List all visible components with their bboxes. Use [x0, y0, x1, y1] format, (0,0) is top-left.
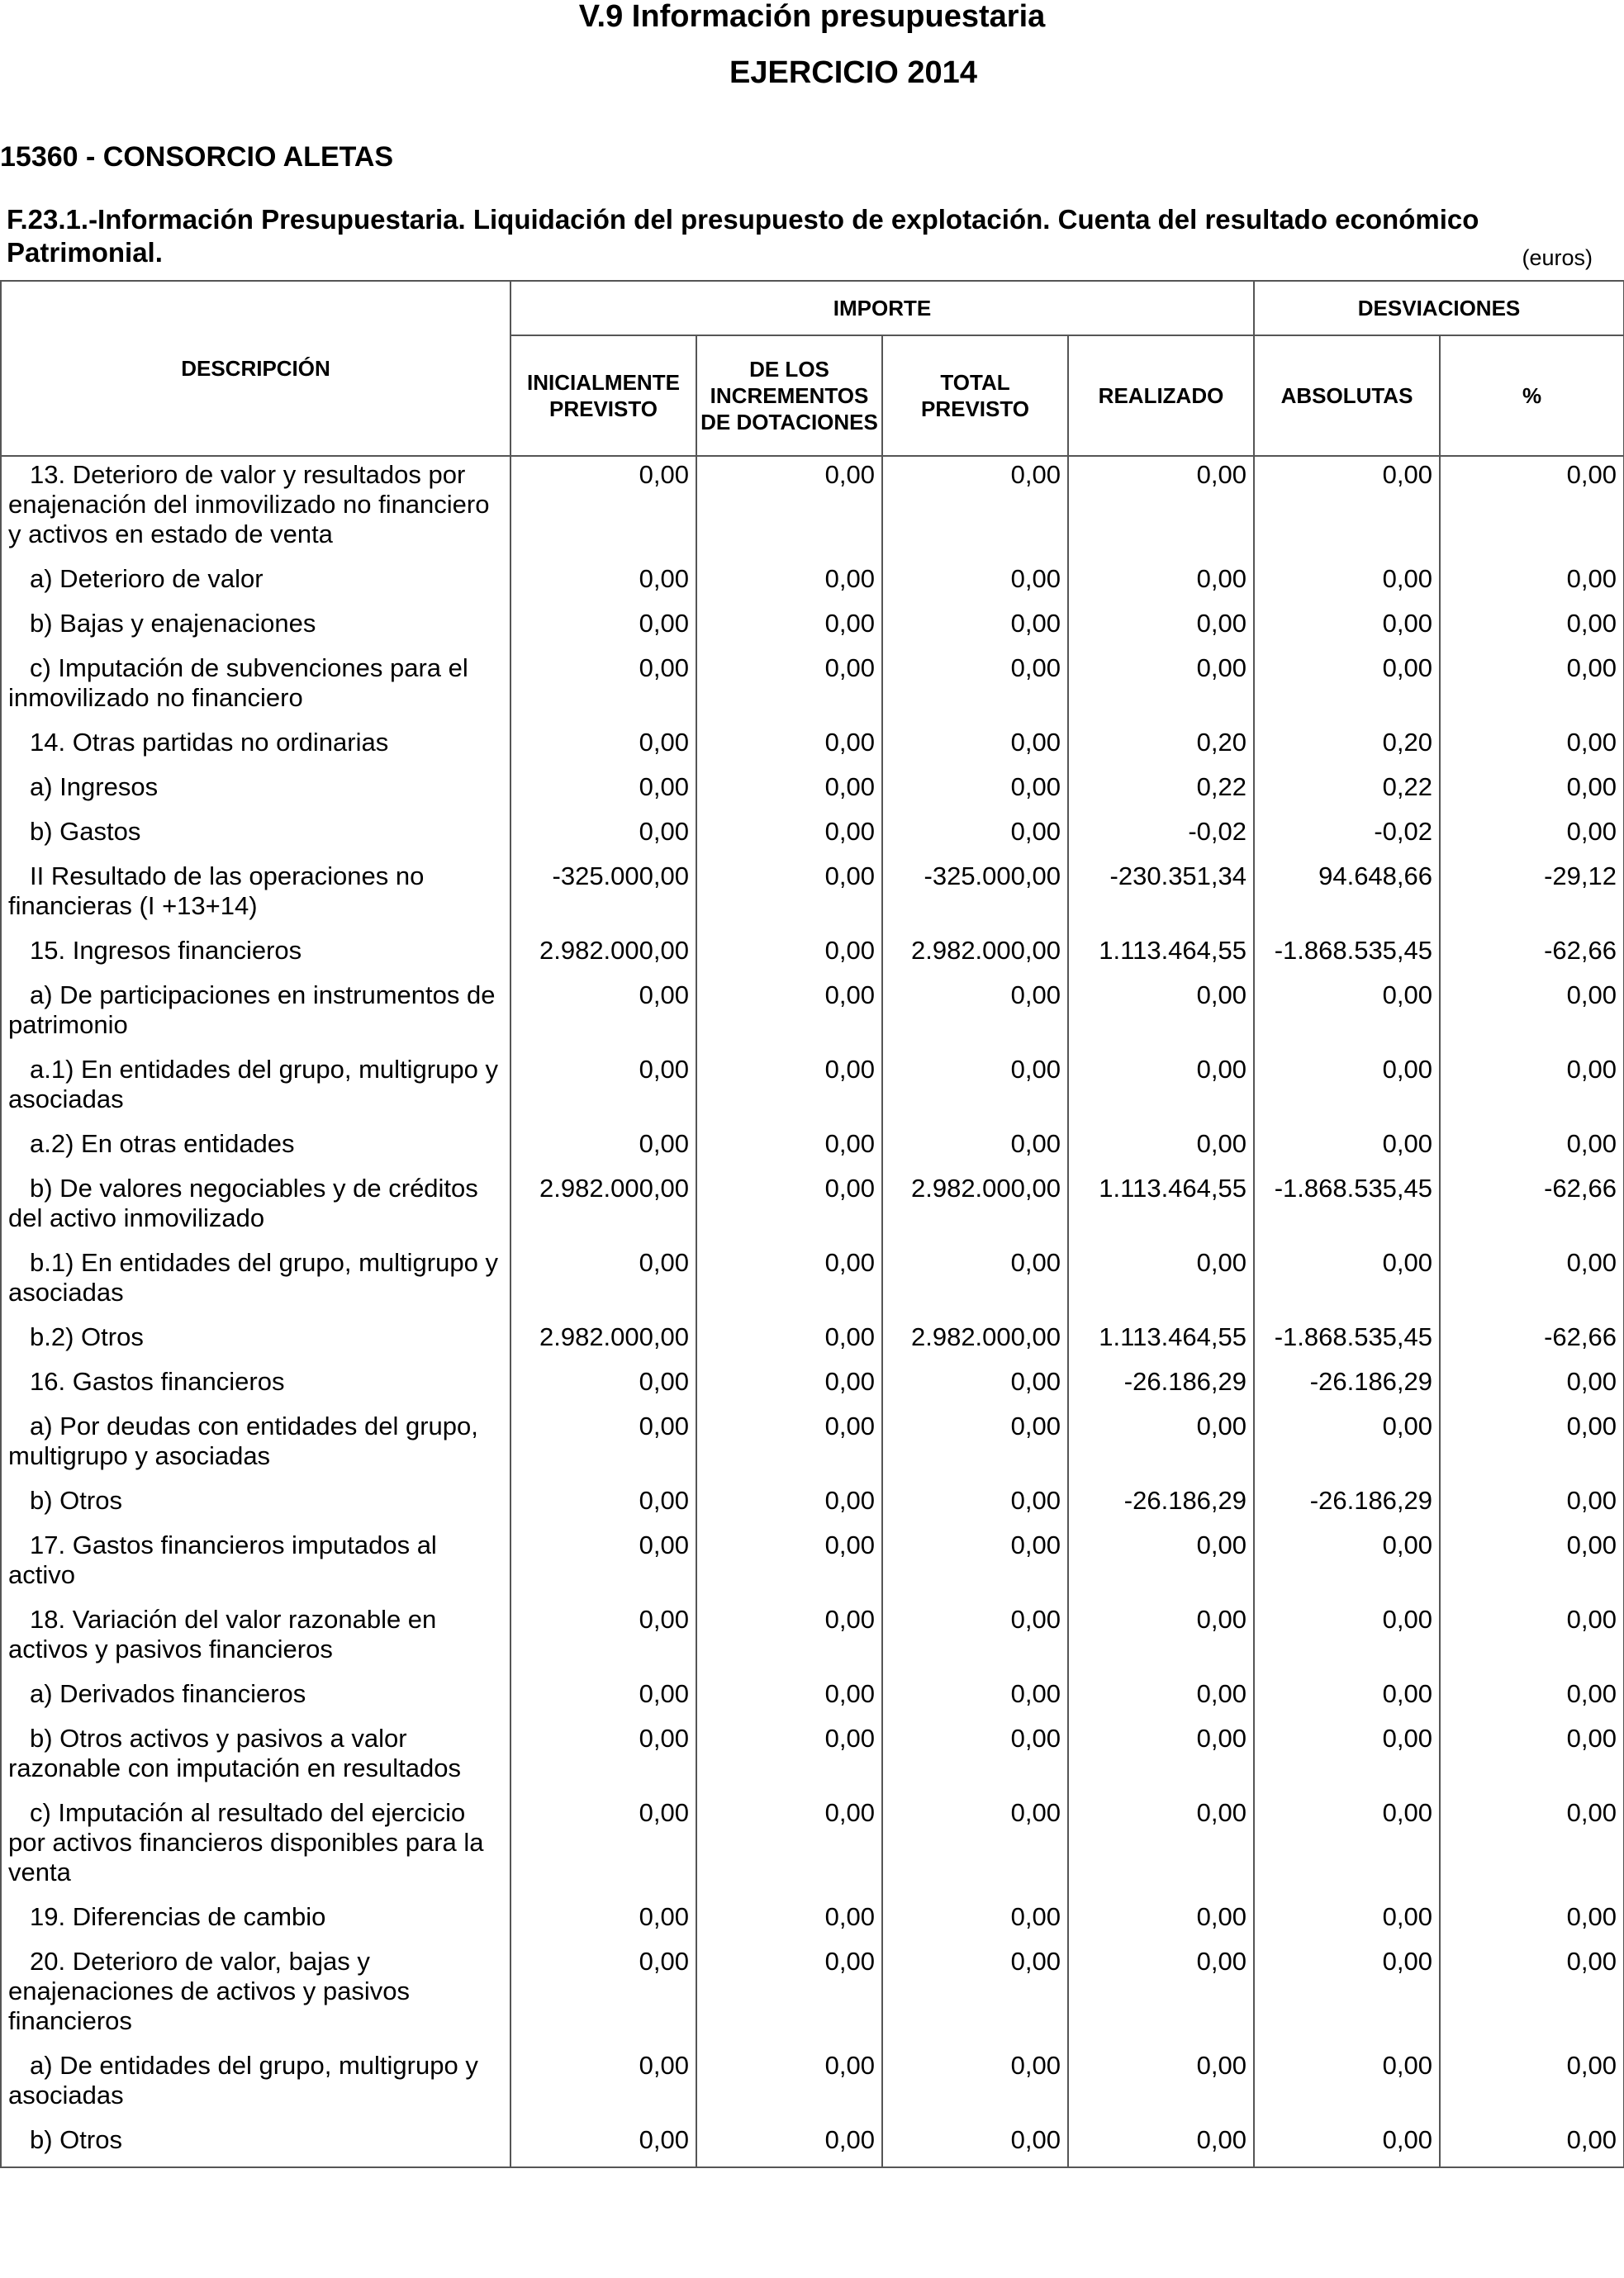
cell-percent: 0,00 [1440, 1676, 1624, 1720]
cell-inicialmente-previsto: 0,00 [510, 769, 696, 814]
cell-absolutas: 0,00 [1254, 1051, 1440, 1126]
cell-percent: 0,00 [1440, 1051, 1624, 1126]
cell-incrementos-dotaciones: 0,00 [696, 1720, 882, 1795]
cell-incrementos-dotaciones: 0,00 [696, 1602, 882, 1676]
table-row [1, 1408, 1624, 1483]
cell-inicialmente-previsto: 0,00 [510, 605, 696, 650]
cell-inicialmente-previsto: 0,00 [510, 1051, 696, 1126]
cell-absolutas: 0,00 [1254, 1408, 1440, 1483]
table-row [1, 2122, 1624, 2167]
cell-absolutas: 0,00 [1254, 1899, 1440, 1943]
cell-inicialmente-previsto: 0,00 [510, 1364, 696, 1408]
cell-incrementos-dotaciones: 0,00 [696, 769, 882, 814]
cell-total-previsto: 0,00 [882, 1126, 1068, 1170]
cell-inicialmente-previsto: 2.982.000,00 [510, 1170, 696, 1245]
table-row [1, 769, 1624, 814]
cell-realizado: 0,00 [1068, 456, 1254, 561]
header-incrementos-dotaciones: DE LOS INCREMENTOS DE DOTACIONES [696, 335, 882, 456]
row-description: 13. Deterioro de valor y resultados por enajenación del inmovilizado no financiero y activos en estado de venta [1, 456, 510, 561]
cell-percent: 0,00 [1440, 1899, 1624, 1943]
cell-total-previsto: 0,00 [882, 977, 1068, 1051]
table-row [1, 1483, 1624, 1527]
cell-realizado: 0,22 [1068, 769, 1254, 814]
header-realizado: REALIZADO [1068, 335, 1254, 456]
cell-realizado: -230.351,34 [1068, 858, 1254, 933]
table-row [1, 1319, 1624, 1364]
cell-absolutas: -26.186,29 [1254, 1364, 1440, 1408]
header-inicialmente-previsto: INICIALMENTE PREVISTO [510, 335, 696, 456]
cell-total-previsto: 2.982.000,00 [882, 1170, 1068, 1245]
cell-total-previsto: 0,00 [882, 1795, 1068, 1899]
cell-realizado: 0,00 [1068, 1676, 1254, 1720]
cell-inicialmente-previsto: 0,00 [510, 1795, 696, 1899]
row-description: a) Deterioro de valor [1, 561, 510, 605]
cell-inicialmente-previsto: 0,00 [510, 456, 696, 561]
row-description: a) Por deudas con entidades del grupo, multigrupo y asociadas [1, 1408, 510, 1483]
cell-realizado: 0,00 [1068, 1408, 1254, 1483]
cell-percent: 0,00 [1440, 977, 1624, 1051]
cell-incrementos-dotaciones: 0,00 [696, 1364, 882, 1408]
cell-total-previsto: 0,00 [882, 814, 1068, 858]
table-row [1, 933, 1624, 977]
cell-absolutas: -26.186,29 [1254, 1483, 1440, 1527]
cell-realizado: 0,00 [1068, 1943, 1254, 2048]
row-description: b) Gastos [1, 814, 510, 858]
cell-realizado: 0,00 [1068, 605, 1254, 650]
cell-inicialmente-previsto: 0,00 [510, 650, 696, 724]
cell-total-previsto: 0,00 [882, 1720, 1068, 1795]
table-row [1, 456, 1624, 561]
cell-percent: 0,00 [1440, 1408, 1624, 1483]
cell-total-previsto: 0,00 [882, 1899, 1068, 1943]
table-row [1, 2048, 1624, 2122]
cell-realizado: 0,00 [1068, 1720, 1254, 1795]
row-description: b) Otros activos y pasivos a valor razonable con imputación en resultados [1, 1720, 510, 1795]
header-description: DESCRIPCIÓN [1, 281, 510, 456]
cell-inicialmente-previsto: 0,00 [510, 724, 696, 769]
row-description: 19. Diferencias de cambio [1, 1899, 510, 1943]
table-row [1, 561, 1624, 605]
table-row [1, 1170, 1624, 1245]
table-body [1, 456, 1624, 2167]
cell-absolutas: 0,00 [1254, 977, 1440, 1051]
cell-percent: 0,00 [1440, 456, 1624, 561]
row-description: II Resultado de las operaciones no financieras (I +13+14) [1, 858, 510, 933]
cell-percent: 0,00 [1440, 561, 1624, 605]
cell-percent: 0,00 [1440, 1245, 1624, 1319]
header-desviaciones: DESVIACIONES [1254, 281, 1624, 335]
cell-absolutas: -0,02 [1254, 814, 1440, 858]
row-description: a) Derivados financieros [1, 1676, 510, 1720]
cell-total-previsto: 0,00 [882, 561, 1068, 605]
cell-total-previsto: 0,00 [882, 605, 1068, 650]
cell-absolutas: 0,00 [1254, 650, 1440, 724]
row-description: b) Otros [1, 1483, 510, 1527]
cell-incrementos-dotaciones: 0,00 [696, 1245, 882, 1319]
cell-percent: 0,00 [1440, 1527, 1624, 1602]
cell-incrementos-dotaciones: 0,00 [696, 456, 882, 561]
row-description: a) De participaciones en instrumentos de patrimonio [1, 977, 510, 1051]
cell-absolutas: -1.868.535,45 [1254, 1319, 1440, 1364]
cell-realizado: 0,00 [1068, 2048, 1254, 2122]
cell-realizado: -26.186,29 [1068, 1364, 1254, 1408]
cell-absolutas: 0,00 [1254, 1602, 1440, 1676]
cell-percent: 0,00 [1440, 1720, 1624, 1795]
row-description: b) Bajas y enajenaciones [1, 605, 510, 650]
cell-incrementos-dotaciones: 0,00 [696, 814, 882, 858]
cell-realizado: 0,00 [1068, 2122, 1254, 2167]
cell-inicialmente-previsto: 0,00 [510, 1408, 696, 1483]
cell-total-previsto: 0,00 [882, 1051, 1068, 1126]
cell-total-previsto: 0,00 [882, 1483, 1068, 1527]
row-description: a) Ingresos [1, 769, 510, 814]
cell-absolutas: 0,00 [1254, 1676, 1440, 1720]
cell-percent: 0,00 [1440, 1364, 1624, 1408]
cell-incrementos-dotaciones: 0,00 [696, 1899, 882, 1943]
cell-incrementos-dotaciones: 0,00 [696, 933, 882, 977]
cell-incrementos-dotaciones: 0,00 [696, 1943, 882, 2048]
cell-inicialmente-previsto: 0,00 [510, 2122, 696, 2167]
cell-inicialmente-previsto: 0,00 [510, 977, 696, 1051]
cell-incrementos-dotaciones: 0,00 [696, 1126, 882, 1170]
cell-incrementos-dotaciones: 0,00 [696, 605, 882, 650]
cell-total-previsto: 0,00 [882, 724, 1068, 769]
cell-total-previsto: 0,00 [882, 1602, 1068, 1676]
table-row [1, 724, 1624, 769]
cell-percent: 0,00 [1440, 2048, 1624, 2122]
cell-incrementos-dotaciones: 0,00 [696, 858, 882, 933]
table-row [1, 1943, 1624, 2048]
table-row [1, 1051, 1624, 1126]
row-description: a.2) En otras entidades [1, 1126, 510, 1170]
cell-total-previsto: 0,00 [882, 1364, 1068, 1408]
row-description: a.1) En entidades del grupo, multigrupo y asociadas [1, 1051, 510, 1126]
cell-absolutas: 0,00 [1254, 2122, 1440, 2167]
cell-percent: 0,00 [1440, 769, 1624, 814]
budget-table [0, 280, 1624, 2168]
table-row [1, 1126, 1624, 1170]
cell-absolutas: 0,00 [1254, 605, 1440, 650]
cell-total-previsto: 0,00 [882, 1943, 1068, 2048]
cell-realizado: 0,00 [1068, 1795, 1254, 1899]
row-description: 18. Variación del valor razonable en activos y pasivos financieros [1, 1602, 510, 1676]
cell-incrementos-dotaciones: 0,00 [696, 1319, 882, 1364]
cell-percent: -29,12 [1440, 858, 1624, 933]
cell-total-previsto: 0,00 [882, 1245, 1068, 1319]
cell-incrementos-dotaciones: 0,00 [696, 724, 882, 769]
header-total-previsto: TOTAL PREVISTO [882, 335, 1068, 456]
cell-realizado: 0,00 [1068, 650, 1254, 724]
row-description: b) Otros [1, 2122, 510, 2167]
section-title: F.23.1.-Información Presupuestaria. Liquidación del presupuesto de explotación. Cuenta del resultado económico Patrimonial. [7, 204, 1479, 268]
cell-percent: 0,00 [1440, 1943, 1624, 2048]
header-absolutas: ABSOLUTAS [1254, 335, 1440, 456]
cell-percent: 0,00 [1440, 1795, 1624, 1899]
cell-realizado: 0,00 [1068, 1527, 1254, 1602]
row-description: 15. Ingresos financieros [1, 933, 510, 977]
row-description: b.2) Otros [1, 1319, 510, 1364]
table-row [1, 1795, 1624, 1899]
cell-percent: 0,00 [1440, 2122, 1624, 2167]
header-importe: IMPORTE [510, 281, 1254, 335]
table-row [1, 977, 1624, 1051]
cell-realizado: 0,00 [1068, 1051, 1254, 1126]
cell-absolutas: 0,00 [1254, 561, 1440, 605]
row-description: c) Imputación de subvenciones para el inmovilizado no financiero [1, 650, 510, 724]
cell-percent: -62,66 [1440, 933, 1624, 977]
cell-inicialmente-previsto: 0,00 [510, 814, 696, 858]
cell-absolutas: 0,00 [1254, 2048, 1440, 2122]
units-label: (euros) [1522, 245, 1593, 270]
table-row [1, 605, 1624, 650]
cell-realizado: 1.113.464,55 [1068, 1319, 1254, 1364]
table-row [1, 1527, 1624, 1602]
cell-inicialmente-previsto: 0,00 [510, 1527, 696, 1602]
cell-realizado: 0,00 [1068, 1899, 1254, 1943]
cell-incrementos-dotaciones: 0,00 [696, 1051, 882, 1126]
cell-inicialmente-previsto: -325.000,00 [510, 858, 696, 933]
cell-inicialmente-previsto: 0,00 [510, 1720, 696, 1795]
cell-percent: 0,00 [1440, 1126, 1624, 1170]
cell-total-previsto: 2.982.000,00 [882, 1319, 1068, 1364]
cell-percent: 0,00 [1440, 650, 1624, 724]
cell-absolutas: 0,00 [1254, 1943, 1440, 2048]
cell-absolutas: 0,00 [1254, 1720, 1440, 1795]
cell-total-previsto: 0,00 [882, 1676, 1068, 1720]
cell-inicialmente-previsto: 2.982.000,00 [510, 933, 696, 977]
cell-percent: 0,00 [1440, 1602, 1624, 1676]
cell-absolutas: 0,22 [1254, 769, 1440, 814]
table-row [1, 650, 1624, 724]
row-description: b) De valores negociables y de créditos del activo inmovilizado [1, 1170, 510, 1245]
cell-percent: 0,00 [1440, 605, 1624, 650]
cell-realizado: 0,00 [1068, 977, 1254, 1051]
cell-absolutas: 94.648,66 [1254, 858, 1440, 933]
cell-realizado: 0,20 [1068, 724, 1254, 769]
cell-realizado: 0,00 [1068, 1245, 1254, 1319]
cell-realizado: 1.113.464,55 [1068, 933, 1254, 977]
cell-total-previsto: 0,00 [882, 456, 1068, 561]
cell-realizado: 0,00 [1068, 1602, 1254, 1676]
cell-percent: 0,00 [1440, 1483, 1624, 1527]
cell-absolutas: -1.868.535,45 [1254, 933, 1440, 977]
cell-absolutas: -1.868.535,45 [1254, 1170, 1440, 1245]
row-description: 14. Otras partidas no ordinarias [1, 724, 510, 769]
cell-total-previsto: 0,00 [882, 2122, 1068, 2167]
cell-percent: 0,00 [1440, 724, 1624, 769]
cell-incrementos-dotaciones: 0,00 [696, 650, 882, 724]
cell-incrementos-dotaciones: 0,00 [696, 1676, 882, 1720]
row-description: a) De entidades del grupo, multigrupo y asociadas [1, 2048, 510, 2122]
cell-incrementos-dotaciones: 0,00 [696, 1483, 882, 1527]
cell-absolutas: 0,00 [1254, 1795, 1440, 1899]
header-percent: % [1440, 335, 1624, 456]
cell-total-previsto: 2.982.000,00 [882, 933, 1068, 977]
cell-absolutas: 0,00 [1254, 1126, 1440, 1170]
table-row [1, 1602, 1624, 1676]
cell-absolutas: 0,00 [1254, 1245, 1440, 1319]
row-description: 20. Deterioro de valor, bajas y enajenaciones de activos y pasivos financieros [1, 1943, 510, 2048]
cell-incrementos-dotaciones: 0,00 [696, 1795, 882, 1899]
cell-inicialmente-previsto: 0,00 [510, 1245, 696, 1319]
cell-total-previsto: 0,00 [882, 650, 1068, 724]
cell-incrementos-dotaciones: 0,00 [696, 1170, 882, 1245]
table-row [1, 1676, 1624, 1720]
cell-percent: -62,66 [1440, 1170, 1624, 1245]
cell-inicialmente-previsto: 2.982.000,00 [510, 1319, 696, 1364]
cell-incrementos-dotaciones: 0,00 [696, 1527, 882, 1602]
cell-incrementos-dotaciones: 0,00 [696, 977, 882, 1051]
cell-incrementos-dotaciones: 0,00 [696, 2122, 882, 2167]
cell-percent: -62,66 [1440, 1319, 1624, 1364]
cell-incrementos-dotaciones: 0,00 [696, 1408, 882, 1483]
row-description: b.1) En entidades del grupo, multigrupo y asociadas [1, 1245, 510, 1319]
table-row [1, 814, 1624, 858]
cell-absolutas: 0,20 [1254, 724, 1440, 769]
cell-total-previsto: 0,00 [882, 2048, 1068, 2122]
table-row [1, 1364, 1624, 1408]
cell-incrementos-dotaciones: 0,00 [696, 561, 882, 605]
table-row [1, 1720, 1624, 1795]
cell-inicialmente-previsto: 0,00 [510, 1126, 696, 1170]
cell-inicialmente-previsto: 0,00 [510, 2048, 696, 2122]
cell-realizado: -0,02 [1068, 814, 1254, 858]
cell-inicialmente-previsto: 0,00 [510, 1899, 696, 1943]
cell-absolutas: 0,00 [1254, 1527, 1440, 1602]
cell-total-previsto: 0,00 [882, 769, 1068, 814]
cell-realizado: 0,00 [1068, 1126, 1254, 1170]
cell-realizado: 0,00 [1068, 561, 1254, 605]
cell-incrementos-dotaciones: 0,00 [696, 2048, 882, 2122]
cell-realizado: -26.186,29 [1068, 1483, 1254, 1527]
document-title: V.9 Información presupuestaria [578, 0, 1046, 34]
cell-total-previsto: 0,00 [882, 1408, 1068, 1483]
row-description: c) Imputación al resultado del ejercicio por activos financieros disponibles para la venta [1, 1795, 510, 1899]
cell-inicialmente-previsto: 0,00 [510, 1676, 696, 1720]
cell-total-previsto: 0,00 [882, 1527, 1068, 1602]
cell-inicialmente-previsto: 0,00 [510, 1483, 696, 1527]
cell-realizado: 1.113.464,55 [1068, 1170, 1254, 1245]
table-row [1, 1245, 1624, 1319]
fiscal-year-title: EJERCICIO 2014 [729, 55, 977, 90]
row-description: 17. Gastos financieros imputados al activo [1, 1527, 510, 1602]
table-row [1, 1899, 1624, 1943]
cell-inicialmente-previsto: 0,00 [510, 1943, 696, 2048]
cell-percent: 0,00 [1440, 814, 1624, 858]
cell-absolutas: 0,00 [1254, 456, 1440, 561]
entity-name: 15360 - CONSORCIO ALETAS [0, 141, 394, 173]
table-row [1, 858, 1624, 933]
cell-total-previsto: -325.000,00 [882, 858, 1068, 933]
cell-inicialmente-previsto: 0,00 [510, 1602, 696, 1676]
cell-inicialmente-previsto: 0,00 [510, 561, 696, 605]
row-description: 16. Gastos financieros [1, 1364, 510, 1408]
